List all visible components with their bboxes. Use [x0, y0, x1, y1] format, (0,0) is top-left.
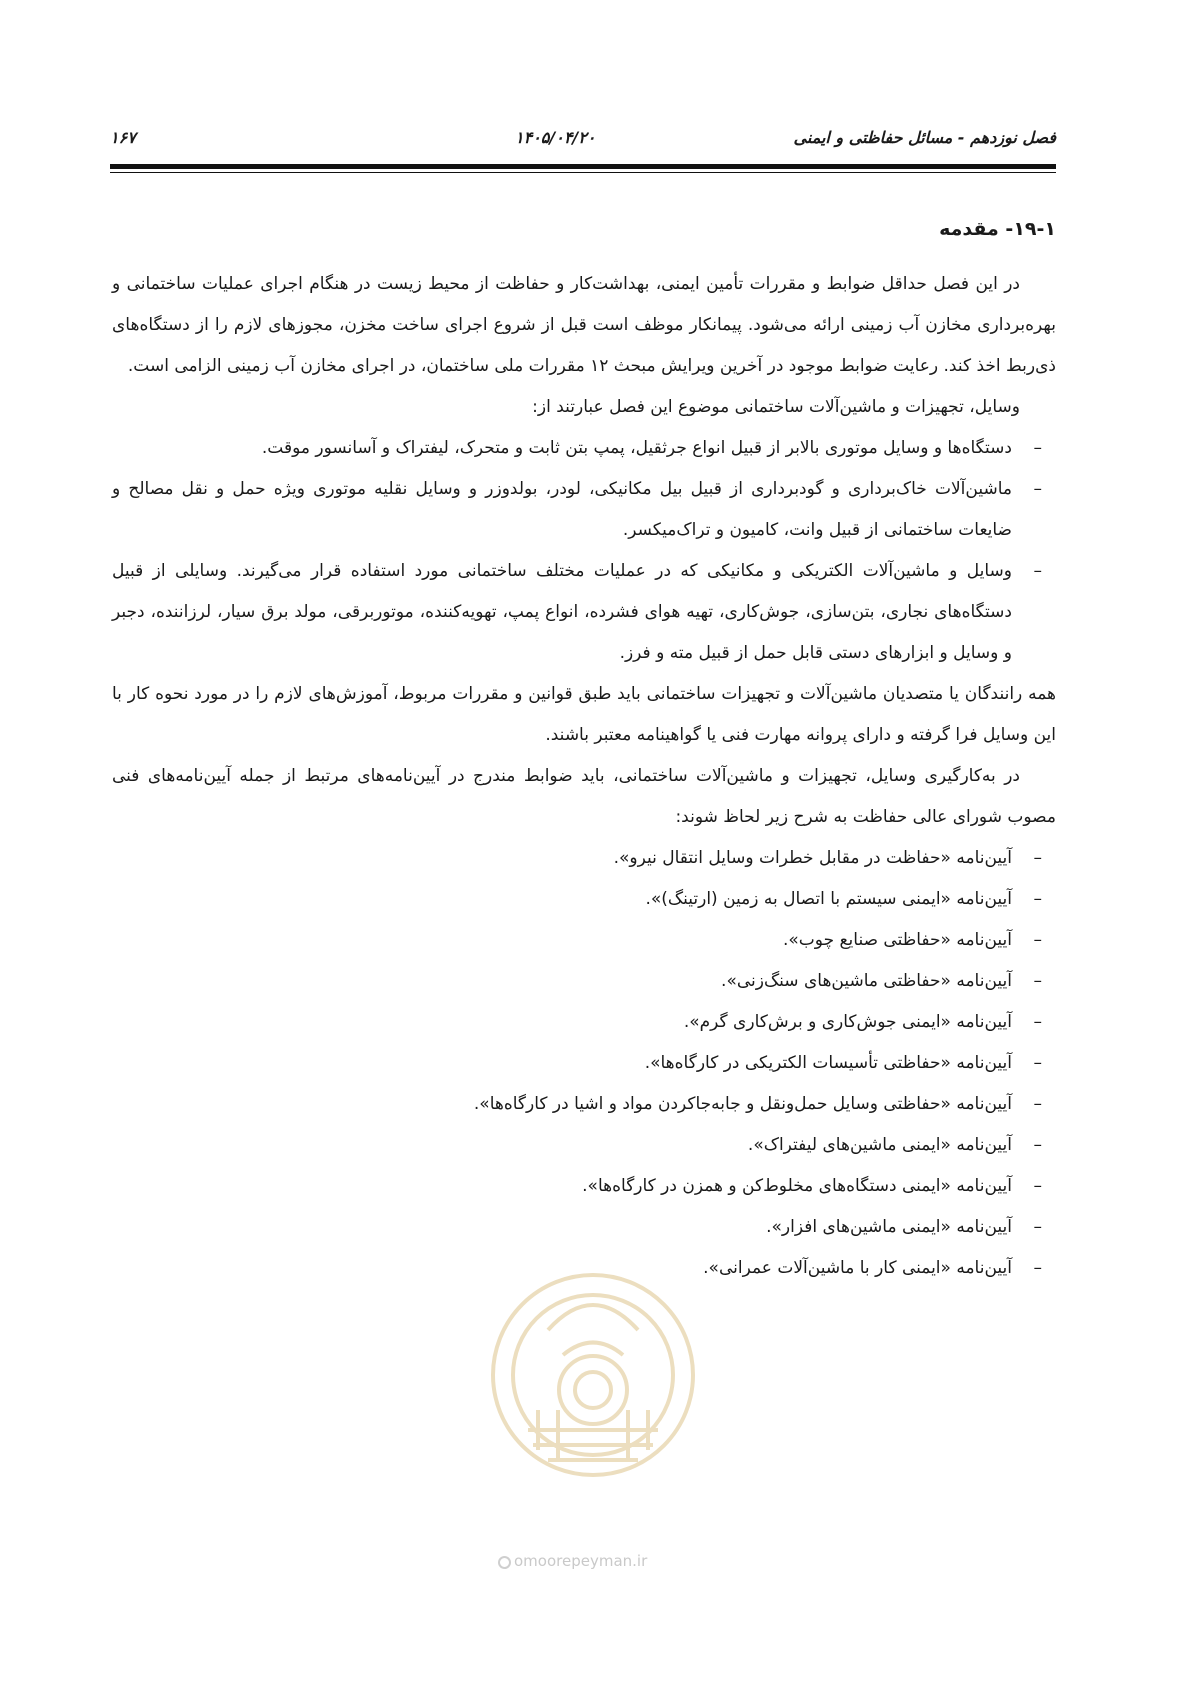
bullet-dash: – [1033, 479, 1042, 499]
list-item [112, 879, 1042, 920]
watermark-seal-icon [478, 1260, 708, 1490]
bullet-dash: – [1033, 930, 1042, 950]
list-item [112, 838, 1042, 879]
page-number: ۱۶۷ [110, 128, 136, 147]
header-rule-thick [110, 164, 1056, 169]
equipment-intro: وسایل، تجهیزات و ماشین‌آلات ساختمانی موضوع این فصل عبارتند از: [532, 397, 1020, 417]
at-circle-icon [498, 1556, 511, 1569]
bullet-dash: – [1033, 561, 1042, 581]
intro-paragraph: در این فصل حداقل ضوابط و مقررات تأمین ایمنی، بهداشت‌کار و حفاظت از محیط زیست در هنگام اجرای عملیات ساختمانی و بهره‌برداری مخازن آب زمینی ارائه می‌شود. پیمانکار موظف است قبل از شروع اجرای ساخت مخزن، مجوزهای لازم را از دستگاه‌های ذی‌ربط اخذ کند. رعایت ضوابط موجود در آخرین ویرایش مبحث ۱۲ مقررات ملی ساختمان، در اجرای مخازن آب زمینی الزامی است. [112, 274, 1056, 376]
list-item-text: آیین‌نامه «ایمنی ماشین‌های افزار». [766, 1217, 1012, 1237]
bullet-dash: – [1033, 1012, 1042, 1032]
list-item [112, 551, 1042, 674]
bullet-dash: – [1033, 848, 1042, 868]
list-item-text: دستگاه‌ها و وسایل موتوری بالابر از قبیل انواع جرثقیل، پمپ بتن ثابت و متحرک، لیفتراک و آسانسور موقت. [261, 438, 1012, 458]
watermark-text: omoorepeyman.ir [514, 1552, 648, 1570]
page-header [110, 128, 1056, 154]
header-date: ۱۴۰۵/۰۴/۲۰ [515, 128, 596, 147]
list-item [112, 1002, 1042, 1043]
list-item-text: آیین‌نامه «حفاظت در مقابل خطرات وسایل انتقال نیرو». [613, 848, 1012, 868]
bullet-dash: – [1033, 1258, 1042, 1278]
list-item [112, 428, 1042, 469]
header-rule-thin [110, 172, 1056, 173]
list-item-text: آیین‌نامه «حفاظتی صنایع چوب». [782, 930, 1012, 950]
bullet-dash: – [1033, 889, 1042, 909]
list-item [112, 1166, 1042, 1207]
bullet-dash: – [1033, 971, 1042, 991]
list-item [112, 1125, 1042, 1166]
bullet-dash: – [1033, 1217, 1042, 1237]
regulations-intro: در به‌کارگیری وسایل، تجهیزات و ماشین‌آلات ساختمانی، باید ضوابط مندرج در آیین‌نامه‌های مرتبط از جمله آیین‌نامه‌های فنی مصوب شورای عالی حفاظت به شرح زیر لحاظ شوند: [112, 766, 1056, 827]
bullet-dash: – [1033, 1176, 1042, 1196]
bullet-dash: – [1033, 1135, 1042, 1155]
regulations-list [112, 838, 1056, 1289]
list-item-text: آیین‌نامه «حفاظتی تأسیسات الکتریکی در کارگاه‌ها». [644, 1053, 1012, 1073]
section-heading: ۱۹-۱- مقدمه [939, 218, 1056, 240]
list-item [112, 1207, 1042, 1248]
watermark [498, 1552, 647, 1570]
page-body [112, 214, 1056, 1289]
list-item [112, 1084, 1042, 1125]
list-item-text: وسایل و ماشین‌آلات الکتریکی و مکانیکی که در عملیات مختلف ساختمانی مورد استفاده قرار می‌گیرند. وسایلی از قبیل دستگاه‌های نجاری، بتن‌سازی، جوش‌کاری، تهیه هوای فشرده، انواع پمپ، تهویه‌کننده، موتوربرقی، مولد برق سیار، لرزاننده، دجبر و وسایل و ابزارهای دستی قابل حمل از قبیل مته و فرز. [112, 561, 1012, 663]
list-item [112, 469, 1042, 551]
list-item [112, 920, 1042, 961]
list-item-text: آیین‌نامه «ایمنی دستگاه‌های مخلوط‌کن و همزن در کارگاه‌ها». [582, 1176, 1012, 1196]
bullet-dash: – [1033, 438, 1042, 458]
list-item-text: آیین‌نامه «ایمنی ماشین‌های لیفتراک». [747, 1135, 1012, 1155]
equipment-list [112, 428, 1056, 674]
list-item-text: آیین‌نامه «حفاظتی ماشین‌های سنگ‌زنی». [721, 971, 1012, 991]
list-item-text: آیین‌نامه «حفاظتی وسایل حمل‌ونقل و جابه‌جاکردن مواد و اشیا در کارگاه‌ها». [473, 1094, 1012, 1114]
list-item-text: آیین‌نامه «ایمنی سیستم با اتصال به زمین (ارتینگ)». [645, 889, 1012, 909]
bullet-dash: – [1033, 1094, 1042, 1114]
list-item-text: آیین‌نامه «ایمنی جوش‌کاری و برش‌کاری گرم». [683, 1012, 1012, 1032]
list-item-text: آیین‌نامه «ایمنی کار با ماشین‌آلات عمرانی». [703, 1258, 1012, 1278]
list-item [112, 961, 1042, 1002]
list-item [112, 1043, 1042, 1084]
list-item-text: ماشین‌آلات خاک‌برداری و گودبرداری از قبیل بیل مکانیکی، لودر، بولدوزر و وسایل نقلیه موتوری ویژه حمل و نقل مصالح و ضایعات ساختمانی از قبیل وانت، کامیون و تراک‌میکسر. [112, 479, 1012, 540]
chapter-title: فصل نوزدهم - مسائل حفاظتی و ایمنی [793, 128, 1056, 147]
drivers-paragraph: همه رانندگان یا متصدیان ماشین‌آلات و تجهیزات ساختمانی باید طبق قوانین و مقررات مربوط، آموزش‌های لازم را در مورد نحوه کار با این وسایل فرا گرفته و دارای پروانه مهارت فنی یا گواهینامه معتبر باشند. [112, 684, 1056, 745]
bullet-dash: – [1033, 1053, 1042, 1073]
